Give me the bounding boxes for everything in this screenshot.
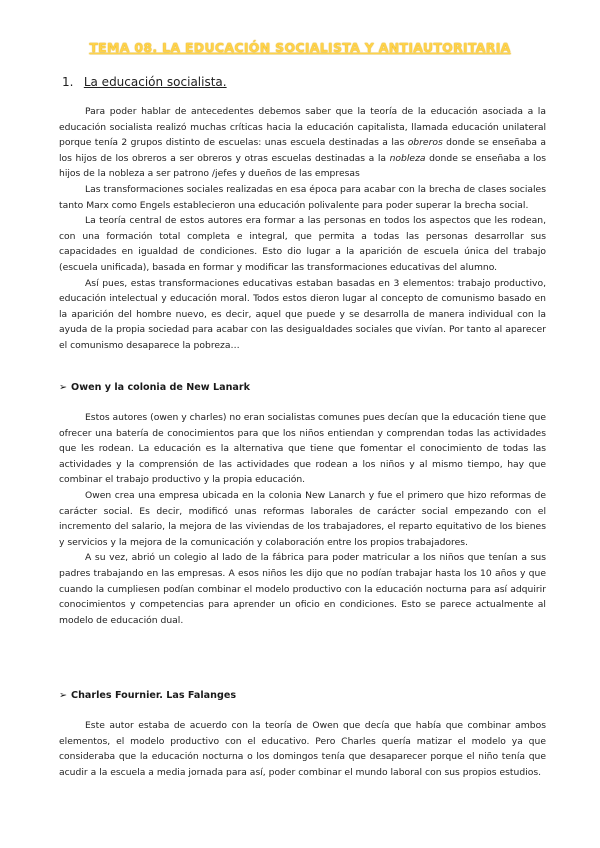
- emphasis-text: obreros: [407, 137, 443, 149]
- arrow-bullet-icon: ➢: [59, 690, 68, 701]
- section-number: 1.: [62, 75, 74, 89]
- subsection-heading-owen: [59, 382, 250, 393]
- paragraph-text: donde se enseñaba a los hijos de la nobleza a ser patrono /jefes y dueños de las empresas: [59, 152, 546, 180]
- subsection-heading-fournier: [59, 690, 236, 701]
- paragraph: A su vez, abrió un colegio al lado de la fábrica para poder matricular a los niños que tenían a sus padres trabajando en las empresas. A esos niños les dijo que no podían trabajar hasta los 10 años y que cuando la cumpliesen podían combinar el modelo productivo con la educación nocturna para así adquirir conocimientos y competencias para aprender un oficio en condiciones. Esto se parece actualmente al modelo de educación dual.: [59, 552, 546, 626]
- subsection-heading-text: Owen y la colonia de New Lanark: [71, 382, 250, 393]
- section-heading-socialist-education: [62, 75, 227, 89]
- paragraph-text: donde se enseñaba a los hijos de los obreros a ser obreros y otras escuelas destinadas a la: [59, 137, 546, 164]
- paragraph: Las transformaciones sociales realizadas en esa época para acabar con la brecha de clases sociales tanto Marx como Engels establecieron una educación polivalente para poder superar la brecha social.: [59, 183, 546, 211]
- section-heading-text: La educación socialista.: [83, 75, 227, 89]
- document-title: TEMA 08. LA EDUCACIÓN SOCIALISTA Y ANTIAUTORITARIA: [89, 40, 511, 55]
- paragraph: [59, 104, 546, 182]
- section3-body: [59, 718, 546, 780]
- paragraph-text: Para poder hablar de antecedentes debemos saber que la teoría de la educación asociada a la educación socialista realizó muchas críticas hacia la educación capitalista, llamada educación unilateral porque tenía 2 grupos distinto de escuelas: unas escuela destinadas a las: [59, 106, 546, 149]
- paragraph: Owen crea una empresa ubicada en la colonia New Lanarch y fue el primero que hizo reformas de carácter social. Es decir, modificó unas reformas laborales de carácter social empezando con el incremento del salario, la mejora de las viviendas de los trabajadores, el reparto equitativo de los bienes y servicios y la mejora de la comunicación y colaboración entre los propios trabajadores.: [59, 489, 546, 548]
- paragraph: Estos autores (owen y charles) no eran socialistas comunes pues decían que la educación tiene que ofrecer una batería de conocimientos para que los niños entiendan y comprendan todas las actividades que les rodean. La educación es la alternativa que tiene que fomentar el conocimiento de todas las actividades y la comprensión de las actividades que rodean a los niños y al mismo tiempo, hay que combinar el trabajo productivo y la propia educación.: [59, 412, 546, 486]
- paragraph: La teoría central de estos autores era formar a las personas en todos los aspectos que les rodean, con una formación total completa e integral, que permita a todas las personas desarrollar sus capacidades en igualdad de condiciones. Esto dio lugar a la aparición de escuela única del trabajo (escuela unificada), basada en formar y modificar las transformaciones educativas del alumno.: [59, 215, 546, 273]
- paragraph: Este autor estaba de acuerdo con la teoría de Owen que decía que había que combinar ambos elementos, el modelo productivo con el educativo. Pero Charles quería matizar el modelo ya que consideraba que la educación nocturna o los domingos tenía que desaparecer porque el niño tenía que acudir a la escuela a media jornada para así, poder combinar el mundo laboral con sus propios estudios.: [59, 720, 546, 778]
- subsection-heading-text: Charles Fournier. Las Falanges: [71, 690, 237, 701]
- emphasis-text: nobleza: [389, 152, 426, 164]
- paragraph: Así pues, estas transformaciones educativas estaban basadas en 3 elementos: trabajo productivo, educación intelectual y educación moral. Todos estos dieron lugar al concepto de comunismo basado en la aparición del hombre nuevo, es decir, aquel que puede y se desarrolla de manera individual con la ayuda de la propia sociedad para acabar con las desigualdades sociales que vivían. Por tanto al aparecer el comunismo desaparece la pobreza…: [59, 277, 546, 351]
- section2-body: [59, 410, 546, 628]
- arrow-bullet-icon: ➢: [59, 382, 68, 393]
- section1-body: [59, 104, 546, 354]
